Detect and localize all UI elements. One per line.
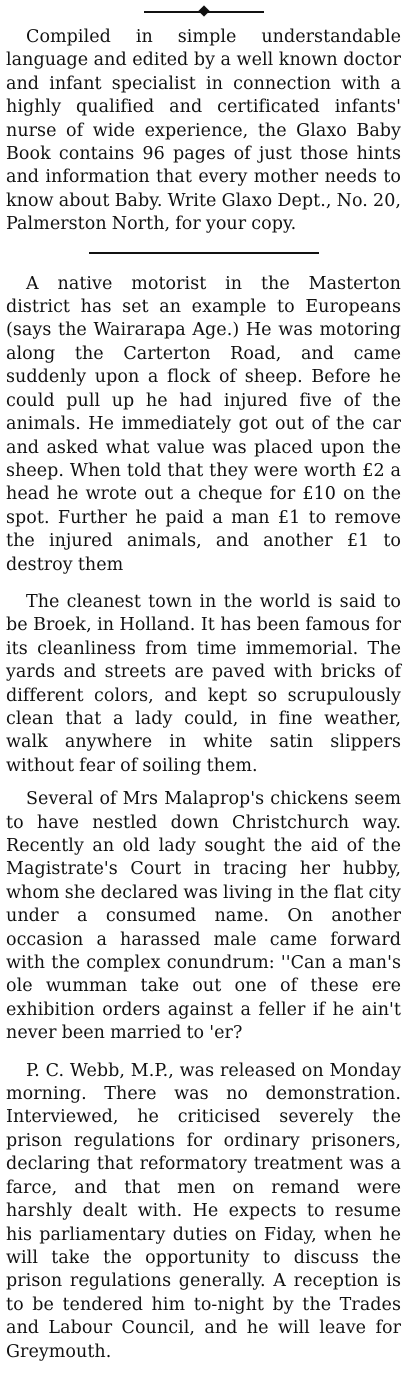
top-ornament-rule <box>144 6 264 18</box>
malaprop-chickens-paragraph: Several of Mrs Malaprop's chickens seem to have nestled down Christchurch way. Recently an old lady sought the aid of the Magistrate's Court in tracing her hubby, whom she declared was living in the flat city under a consumed name. On another occasion a harassed male came forward with the complex conundrum: ''Can a man's ole wumman take out one of these ere exhibition orders against a feller if he ain't never been married to 'er? <box>6 789 401 1044</box>
native-motorist-paragraph: A native motorist in the Masterton district has set an example to Europeans (says the Wairarapa Age.) He was motoring along the Carterton Road, and came suddenly upon a flock of sheep. Before he could pull up he had injured five of the animals. He immediately got out of the car and asked what value was placed upon the sheep. When told that they were worth £2 a head he wrote out a cheque for £10 on the spot. Further he paid a man £1 to remove the injured animals, and another £1 to destroy them <box>6 273 401 575</box>
glaxo-advertisement-paragraph: Compiled in simple understandable language and edited by a well known doctor and infant specialist in connection with a highly qualified and certificated infants' nurse of wide experience, the Glaxo Baby Book contains 96 pages of just those hints and information that every mother needs to know about Baby. Write Glaxo Dept., No. 20, Palmerston North, for your copy. <box>6 27 401 235</box>
section-divider-rule <box>89 247 319 259</box>
cleanest-town-paragraph: The cleanest town in the world is said to be Broek, in Holland. It has been famous for its cleanliness from time immemorial. The yards and streets are paved with bricks of different colors, and kept so scrupulously clean that a lady could, in fine weather, walk anywhere in white satin slippers without fear of soiling them. <box>6 591 401 776</box>
webb-release-paragraph: P. C. Webb, M.P., was released on Monday morning. There was no demonstration. Interviewed, he criticised severely the prison regulations for ordinary prisoners, declaring that reformatory treatment was a farce, and that men on remand were harshly dealt with. He expects to resume his parliamentary duties on Fiday, when he will take the opportunity to discuss the prison regulations generally. A reception is to be tendered him to-night by the Trades and Labour Council, and he will leave for Greymouth. <box>6 1060 401 1362</box>
diamond-ornament-icon <box>198 5 209 16</box>
